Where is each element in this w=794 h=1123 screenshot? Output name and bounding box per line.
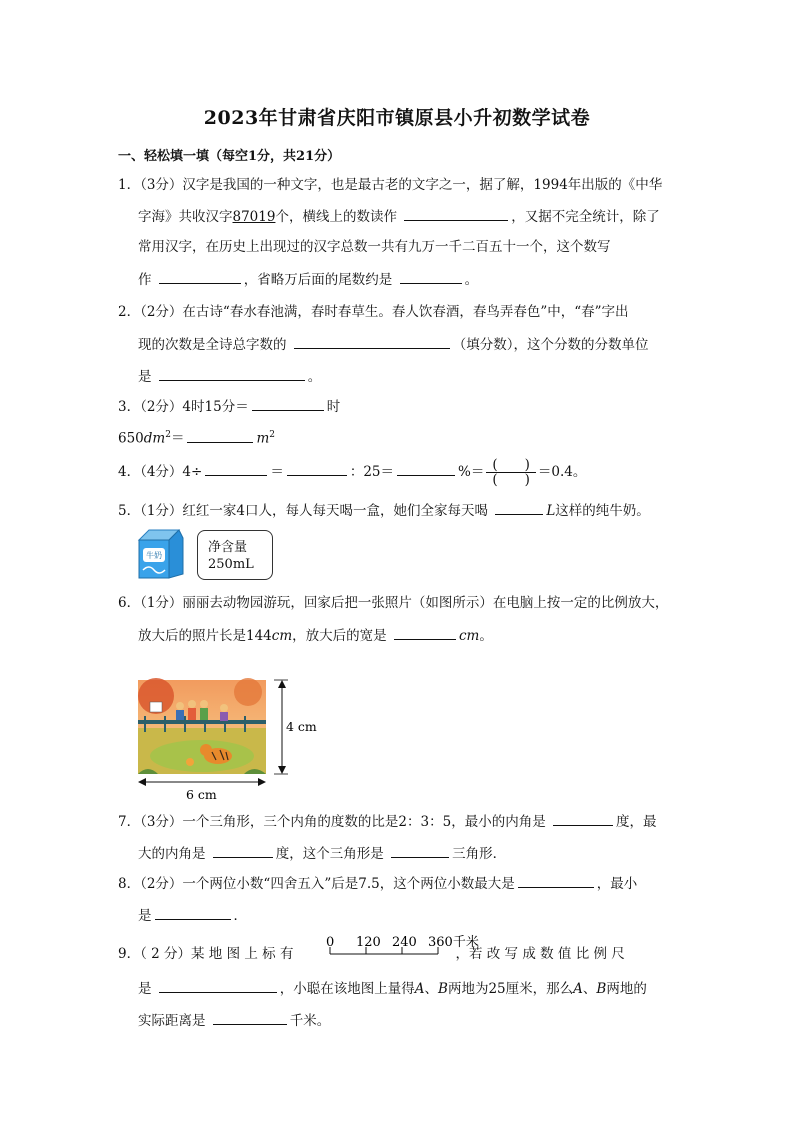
- q7-blank-type[interactable]: [391, 843, 449, 858]
- q7-text: 度，这个三角形是: [275, 846, 384, 862]
- q9-text: ，若 改 写 成 数 值 比 例 尺: [455, 946, 625, 962]
- q4-text: 4．（4分）4÷: [118, 464, 203, 480]
- q2-text: 。: [307, 369, 322, 385]
- q1-text: 作: [138, 272, 152, 288]
- q4-fraction-denominator: ( ): [492, 472, 530, 488]
- q1-text: 字海》共收汉字: [138, 209, 233, 225]
- q8-blank-min[interactable]: [155, 905, 231, 920]
- q3-unit: m: [256, 430, 270, 447]
- q3-sup: 2: [165, 430, 171, 440]
- scale-tick-240: 240: [392, 935, 417, 950]
- q2-line3: [138, 366, 321, 386]
- q6-line1: 6．（1分）丽丽去动物园游玩，回家后把一张照片（如图所示）在电脑上按一定的比例放大，: [118, 595, 669, 611]
- q4-text: %＝: [458, 464, 485, 480]
- q8-blank-max[interactable]: [518, 873, 594, 888]
- q1-blank-write[interactable]: [159, 269, 241, 284]
- q7-text: 度，最: [616, 814, 657, 830]
- bubble-line1: 净含量: [208, 540, 248, 555]
- q9-text: 两地为25厘米，那么: [447, 981, 574, 997]
- q6-unit: cm: [271, 628, 293, 644]
- q1-line3: 常用汉字，在历史上出现过的汉字总数一共有九万一千二百五十一个，这个数写: [138, 239, 611, 255]
- q4-blank-2[interactable]: [287, 461, 347, 476]
- q9-blank-ratio[interactable]: [159, 978, 277, 993]
- q9-text: ，小聪在该地图上量得: [279, 981, 415, 997]
- q8-text: ．: [233, 908, 247, 924]
- q3-text: ＝: [170, 430, 185, 447]
- q2-blank-fraction[interactable]: [294, 334, 450, 349]
- q4-text: ＝0.4。: [537, 464, 587, 480]
- height-label: 4 cm: [286, 719, 317, 734]
- q7-line2: [138, 843, 506, 863]
- q4-fraction[interactable]: [486, 458, 536, 487]
- q7-text: 大的内角是: [138, 846, 206, 862]
- q9-text: 、: [424, 981, 439, 997]
- q9-text: 9．（ 2 分）某 地 图 上 标 有: [118, 946, 294, 962]
- q3-text: 时: [326, 399, 341, 415]
- q2-line2: [138, 334, 649, 354]
- q1-number: 87019: [232, 209, 276, 225]
- q7-text: 三角形．: [452, 846, 507, 862]
- q2-text: 现的次数是全诗总字数的: [138, 337, 287, 353]
- q1-line1: 1．（3分）汉字是我国的一种文字，也是最古老的文字之一，据了解，1994年出版的《中华: [118, 177, 663, 193]
- q7-blank-largest[interactable]: [213, 843, 273, 858]
- q4-text: ＝: [270, 464, 284, 480]
- q6-line2: [138, 625, 493, 645]
- q9-line2: [138, 978, 647, 998]
- q6-blank-width[interactable]: [394, 625, 456, 640]
- q3-sup: 2: [269, 430, 276, 440]
- q1-text: ，又据不完全统计，除了: [511, 209, 660, 225]
- section-heading: 一、轻松填一填（每空1分，共21分）: [118, 149, 341, 164]
- q9-line3: [138, 1010, 330, 1030]
- q1-line4: [138, 269, 478, 289]
- q8-text: ，最小: [596, 876, 638, 892]
- exam-title: 2023年甘肃省庆阳市镇原县小升初数学试卷: [203, 107, 591, 129]
- q2-text: 是: [138, 369, 152, 385]
- q9-text: 、: [582, 981, 597, 997]
- width-label: 6 cm: [186, 787, 217, 802]
- q5-unit: L: [546, 503, 556, 519]
- carton-label: 牛奶: [146, 551, 162, 560]
- bubble-line2: 250mL: [208, 557, 254, 572]
- q8-line2: [138, 905, 247, 925]
- q2-text: （填分数），这个分数的分数单位: [452, 337, 649, 353]
- scale-tick-120: 120: [356, 935, 381, 950]
- q9-point-a: A: [573, 981, 583, 997]
- q5-line: [118, 500, 650, 520]
- q6-text: 放大后的照片长是144: [138, 628, 272, 644]
- q6-text: 。: [479, 628, 493, 644]
- milk-carton-icon: [135, 526, 187, 580]
- q1-line2: [138, 206, 660, 226]
- q4-blank-1[interactable]: [205, 461, 267, 476]
- q9-point-b: B: [438, 981, 448, 997]
- q7-line1: [118, 811, 657, 831]
- q9-text: 两地的: [606, 981, 647, 997]
- q9-text: 千米。: [289, 1013, 331, 1029]
- q7-blank-smallest[interactable]: [553, 811, 613, 826]
- q6-text: ，放大后的宽是: [292, 628, 387, 644]
- q3-unit: dm: [143, 430, 166, 447]
- q2-blank-unit[interactable]: [159, 366, 305, 381]
- q7-text: 7．（3分）一个三角形，三个内角的度数的比是2：3：5，最小的内角是: [118, 814, 546, 830]
- q5-text: 这样的纯牛奶。: [555, 503, 650, 519]
- net-content-bubble: [197, 530, 273, 580]
- q9-text: 是: [138, 981, 152, 997]
- q4-blank-3[interactable]: [397, 461, 455, 476]
- q3-blank-area[interactable]: [187, 428, 253, 443]
- q6-unit: cm: [458, 628, 480, 644]
- q8-text: 是: [138, 908, 152, 924]
- zoo-photo-figure: [136, 676, 336, 806]
- q9-point-a: A: [414, 981, 425, 997]
- q3-blank-hours[interactable]: [252, 396, 324, 411]
- q8-text: 8．（2分）一个两位小数“四舍五入”后是7.5，这个两位小数最大是: [118, 876, 515, 892]
- q9-point-b: B: [596, 981, 607, 997]
- q9-text: 实际距离是: [138, 1013, 206, 1029]
- q1-text: 个，横线上的数读作: [275, 209, 397, 225]
- q2-line1: 2．（2分）在古诗“春水春池满，春时春草生。春人饮春酒，春鸟弄春色”中，“春”字出: [118, 304, 629, 320]
- q1-text: 。: [464, 272, 479, 288]
- q3-text: 650: [118, 430, 144, 447]
- q1-text: ，省略万后面的尾数约是: [243, 272, 393, 288]
- q4-fraction-numerator: ( ): [486, 458, 536, 473]
- q3-line1: [118, 396, 340, 416]
- q4-text: ：25＝: [349, 464, 395, 480]
- scale-tick-0: 0: [326, 935, 335, 950]
- q3-line2: [118, 426, 275, 448]
- q1-blank-read[interactable]: [404, 206, 508, 221]
- q5-blank-liters[interactable]: [495, 500, 543, 515]
- q3-text: 3．（2分）4时15分＝: [118, 399, 249, 415]
- scale-tick-360: 360千米: [428, 935, 479, 950]
- q8-line1: [118, 873, 637, 893]
- line-scale-figure: [323, 932, 495, 962]
- q9-blank-distance[interactable]: [213, 1010, 287, 1025]
- q4-line: [118, 458, 586, 487]
- q5-text: 5．（1分）红红一家4口人，每人每天喝一盒，她们全家每天喝: [118, 503, 489, 519]
- q1-blank-approx[interactable]: [400, 269, 462, 284]
